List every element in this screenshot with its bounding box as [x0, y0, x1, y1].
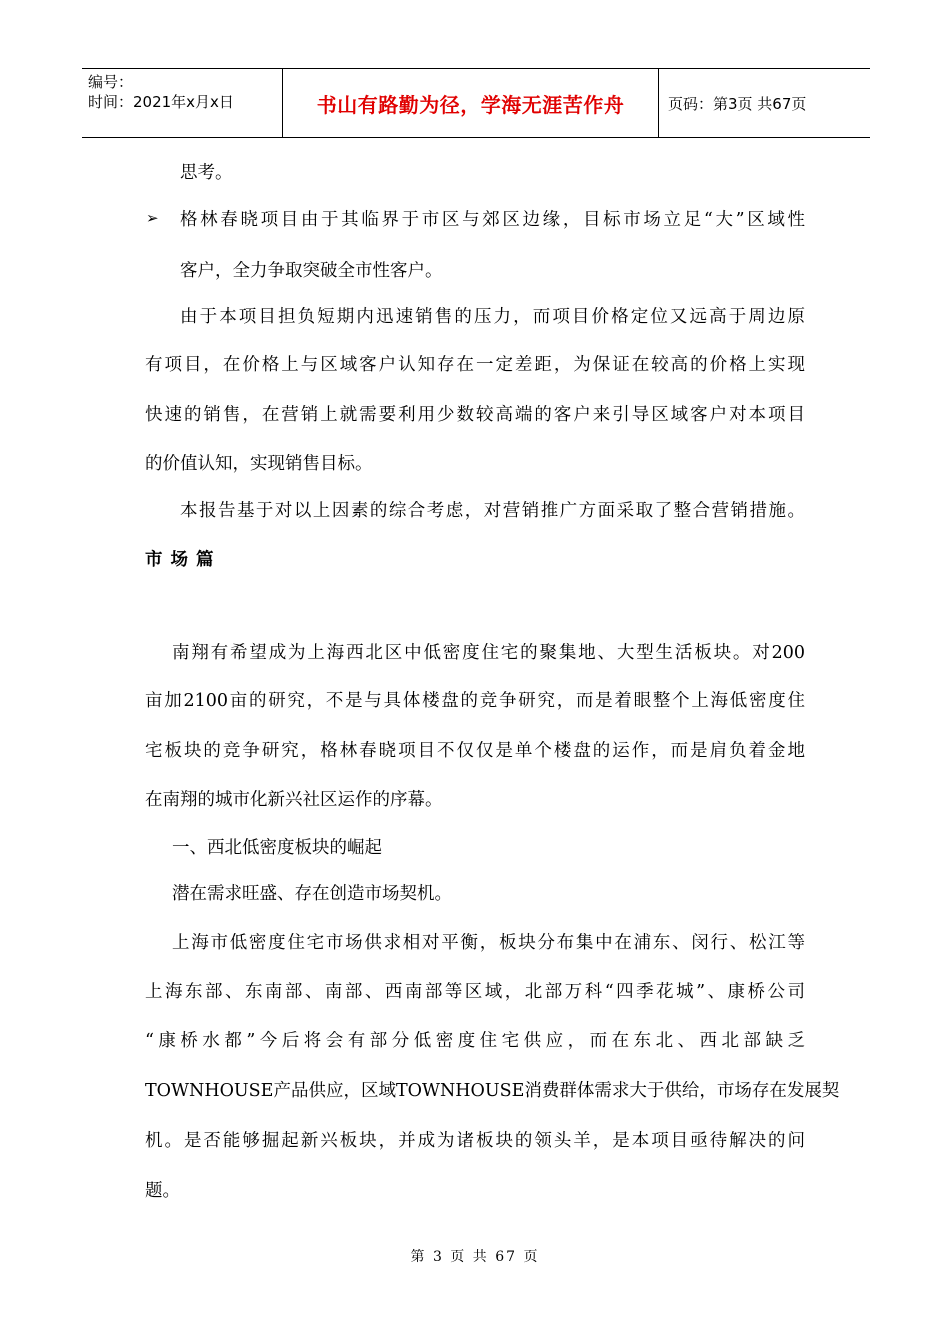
- text-line: 机。是否能够掘起新兴板块，并成为诸板块的领头羊，是本项目亟待解决的问: [145, 1131, 805, 1151]
- text-line: 宅板块的竞争研究，格林春晓项目不仅仅是单个楼盘的运作，而是肩负着金地: [145, 741, 805, 761]
- number-label: 编号：: [88, 73, 134, 91]
- text-line: 潜在需求旺盛、存在创造市场契机。: [172, 884, 452, 904]
- page-footer: 第 3 页 共 67 页: [410, 1249, 540, 1265]
- text-line: 上海市低密度住宅市场供求相对平衡，板块分布集中在浦东、闵行、松江等: [172, 933, 805, 953]
- motto: 书山有路勤为径，学海无涯苦作舟: [316, 92, 625, 117]
- text-line: 在南翔的城市化新兴社区运作的序幕。: [145, 790, 443, 810]
- text-line: 格林春晓项目由于其临界于市区与郊区边缘，目标市场立足“大”区域性: [180, 210, 805, 230]
- header-page-cell: [660, 69, 870, 137]
- header-left-cell: [82, 69, 283, 137]
- text-line: 亩加2100亩的研究，不是与具体楼盘的竞争研究，而是着眼整个上海低密度住: [145, 691, 805, 711]
- text-line: 思考。: [180, 163, 233, 183]
- text-line: 上海东部、东南部、南部、西南部等区域，北部万科“四季花城”、康桥公司: [145, 982, 805, 1002]
- text-line: 由于本项目担负短期内迅速销售的压力，而项目价格定位又远高于周边原: [180, 307, 805, 327]
- text-line: 快速的销售，在营销上就需要利用少数较高端的客户来引导区域客户对本项目: [145, 405, 805, 425]
- text-line: 题。: [145, 1181, 180, 1201]
- text-line: 本报告基于对以上因素的综合考虑，对营销推广方面采取了整合营销措施。: [180, 501, 805, 521]
- header-motto-cell: [283, 69, 659, 137]
- time-label: 时间：2021年x月x日: [88, 93, 234, 111]
- subheading: 一、西北低密度板块的崛起: [172, 838, 382, 858]
- text-line: 南翔有希望成为上海西北区中低密度住宅的聚集地、大型生活板块。对200: [172, 643, 805, 663]
- text-line: 的价值认知，实现销售目标。: [145, 454, 373, 474]
- text-line: 客户，全力争取突破全市性客户。: [180, 261, 443, 281]
- text-line: TOWNHOUSE产品供应，区域TOWNHOUSE消费群体需求大于供给，市场存在发展契: [145, 1081, 840, 1101]
- bullet-arrow-icon: ➢: [146, 209, 159, 227]
- page-header: [82, 68, 870, 138]
- text-line: 有项目，在价格上与区域客户认知存在一定差距，为保证在较高的价格上实现: [145, 355, 805, 375]
- text-line: “康桥水都”今后将会有部分低密度住宅供应，而在东北、西北部缺乏: [145, 1031, 805, 1051]
- page-info: 页码：第3页 共67页: [668, 94, 807, 113]
- section-heading: 市场篇: [145, 550, 222, 570]
